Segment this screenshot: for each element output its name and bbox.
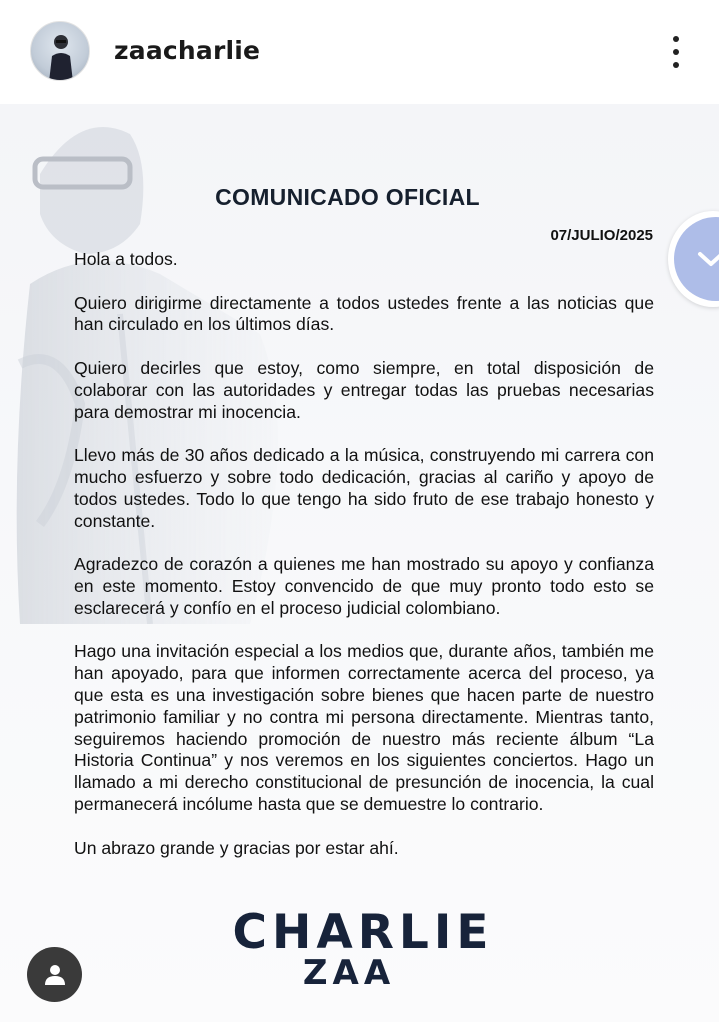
post-header bbox=[0, 0, 719, 104]
paragraph: Agradezco de corazón a quienes me han mostrado su apoyo y confianza en este momento. Estoy convencido de que muy pronto todo esto se esclarecerá y confío en el proceso judicial colombiano. bbox=[74, 554, 654, 618]
paragraph-greeting: Hola a todos. bbox=[74, 249, 178, 269]
username-label[interactable]: zaacharlie bbox=[114, 36, 261, 65]
charlie-zaa-logo bbox=[0, 905, 719, 993]
paragraph-closing: Un abrazo grande y gracias por estar ahí. bbox=[74, 837, 399, 858]
document-date: 07/JULIO/2025 bbox=[550, 227, 653, 244]
post-image bbox=[0, 104, 719, 1022]
logo-line-1: CHARLIE bbox=[232, 905, 494, 960]
paragraph: Llevo más de 30 años dedicado a la música, construyendo mi carrera con mucho esfuerzo y sobre todo dedicación, gracias al cariño y apoyo de todos ustedes. Todo lo que tengo ha sido fruto de ese trabajo honesto y constante. bbox=[74, 445, 654, 531]
paragraph: Hago una invitación especial a los medios que, durante años, también me han apoyado, para que informen correctamente acerca del proceso, ya que esta es una investigación sobre bienes que hacen parte de nuestro patrimonio familiar y no contra mi persona directamente. Mientras tanto, seguiremos haciendo promoción de nuestro más reciente álbum “La Historia Continua” y nos veremos en los siguientes conciertos. Hago un llamado a mi derecho constitucional de presunción de inocencia, la cual permanecerá incólume hasta que se demuestre lo contrario. bbox=[74, 641, 654, 814]
more-vertical-icon[interactable] bbox=[662, 34, 690, 70]
document-body bbox=[74, 249, 654, 881]
profile-avatar[interactable] bbox=[30, 21, 90, 81]
document-title: COMUNICADO OFICIAL bbox=[215, 184, 480, 210]
paragraph: Quiero dirigirme directamente a todos ustedes frente a las noticias que han circulado en los últimos días. bbox=[74, 292, 654, 335]
profile-tag-button[interactable] bbox=[27, 947, 82, 1002]
logo-line-2: ZAA bbox=[302, 953, 396, 993]
paragraph: Quiero decirles que estoy, como siempre, en total disposición de colaborar con las autoridades y entregar todas las pruebas necesarias para demostrar mi inocencia. bbox=[74, 357, 654, 422]
chevron-down-icon bbox=[696, 249, 719, 269]
avatar-photo-icon bbox=[31, 22, 90, 81]
person-icon bbox=[42, 962, 68, 988]
